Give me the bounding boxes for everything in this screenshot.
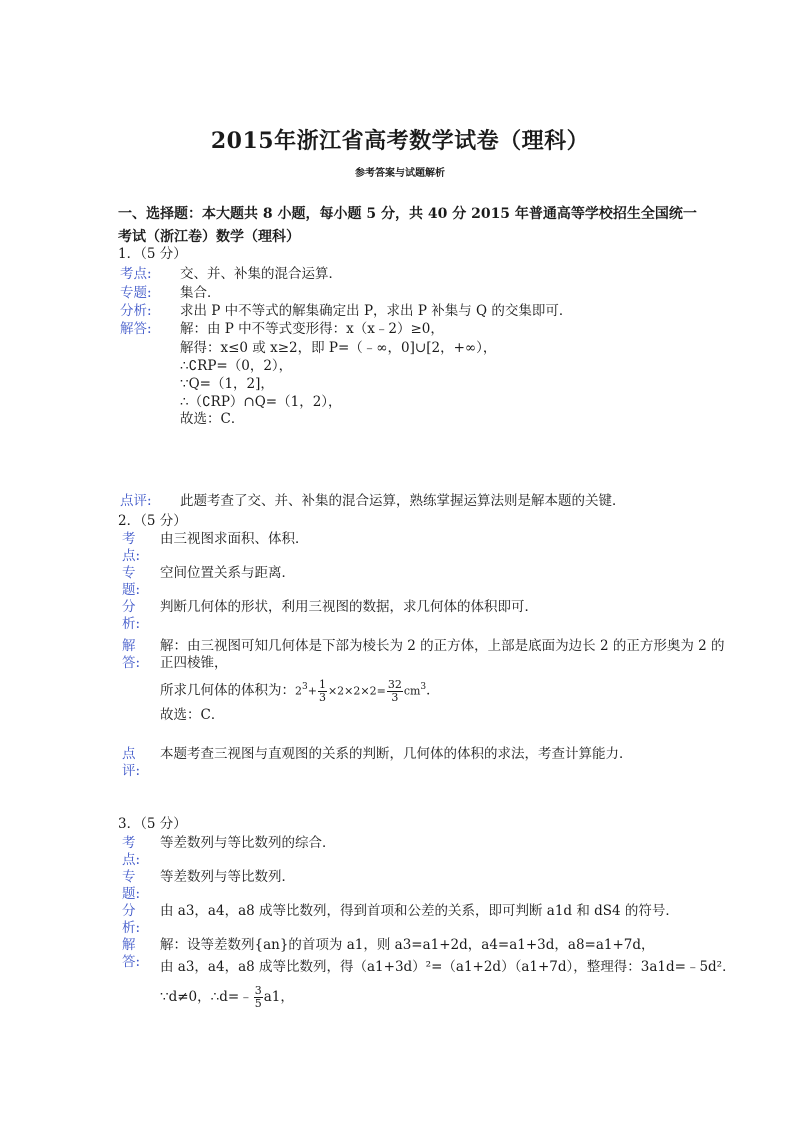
q3-jieda-label-2: 答: — [122, 954, 141, 970]
q2-volume-text: 所求几何体的体积为： — [160, 682, 295, 699]
q3-fenxi-label-1: 分 — [122, 903, 136, 919]
q3-zhuanti: 等差数列与等比数列． — [160, 869, 295, 885]
q1-solution-line: ∴∁RP=（0，2）， — [180, 358, 293, 374]
section-heading: 一、选择题：本大题共 8 小题，每小题 5 分，共 40 分 2015 年普通高等学校招生全国统一考试（浙江卷）数学（理科） — [118, 206, 697, 245]
q3-fenxi: 由 a3，a4，a8 成等比数列，得到首项和公差的关系，即可判断 a1d 和 dS4 的符号． — [160, 903, 679, 919]
q3-frac3-num: 3 — [254, 984, 262, 997]
q2-fenxi-label-2: 析: — [122, 616, 141, 632]
q2-jieda-label-2: 答: — [122, 655, 141, 671]
q1-jieda-label: 解答: — [120, 321, 152, 337]
q1-solution-line: 解：由 P 中不等式变形得：x（x﹣2）≥0， — [180, 321, 444, 337]
q2-dianping-label-2: 评: — [122, 763, 141, 779]
q1-solution-line: 解得：x≤0 或 x≥2，即 P=（﹣∞，0]∪[2，+∞）， — [180, 340, 497, 356]
q2-zhuanti-label-1: 专 — [122, 565, 136, 581]
q2-answer: 故选：C． — [160, 707, 225, 723]
q1-fenxi: 求出 P 中不等式的解集确定出 P，求出 P 补集与 Q 的交集即可． — [180, 303, 573, 319]
q1-dianping-label: 点评: — [120, 493, 152, 509]
q2-solution-line: 解：由三视图可知几何体是下部为棱长为 2 的正方体，上部是底面为边长 2 的正方形奥为 2 的 — [160, 638, 725, 654]
q2-volume-base: 2 — [295, 684, 302, 698]
q1-zhuanti: 集合． — [180, 285, 221, 301]
q3-jieda3-pre: ∵d≠0，∴d=﹣ — [160, 989, 253, 1005]
q1-solution-line: ∵Q=（1，2]， — [180, 376, 274, 392]
q3-frac-3-5 — [254, 985, 263, 1010]
q1-solution-line: 故选：C． — [180, 411, 245, 427]
q2-kaodian-label-2: 点: — [122, 548, 141, 564]
q2-header: 2．（5 分） — [118, 513, 187, 529]
q3-solution-line-frac — [160, 982, 294, 1012]
q2-frac1-den: 3 — [318, 690, 326, 704]
q1-fenxi-label: 分析: — [120, 303, 152, 319]
q2-volume-plus: + — [307, 684, 317, 698]
q2-fenxi: 判断几何体的形状，利用三视图的数据，求几何体的体积即可． — [160, 599, 538, 615]
q1-kaodian-label: 考点: — [120, 266, 152, 282]
q3-jieda-label-1: 解 — [122, 937, 136, 953]
q3-solution-line: 解：设等差数列{an}的首项为 a1，则 a3=a1+2d，a4=a1+3d，a8=a1+7d， — [160, 937, 655, 953]
q3-solution-line: 由 a3，a4，a8 成等比数列，得（a1+3d）²=（a1+2d）（a1+7d），整理得：3a1d=﹣5d²． — [160, 959, 736, 975]
q3-kaodian-label-1: 考 — [122, 835, 136, 851]
q3-frac3-den: 5 — [254, 997, 262, 1010]
q1-dianping: 此题考查了交、并、补集的混合运算，熟练掌握运算法则是解本题的关键． — [180, 493, 626, 509]
q2-volume-mid: ×2×2×2= — [327, 684, 386, 698]
q2-volume-exp: 3 — [302, 682, 308, 692]
page-title: 2015年浙江省高考数学试卷（理科） — [210, 128, 590, 154]
q1-solution-line: ∴（∁RP）∩Q=（1，2）， — [180, 394, 342, 410]
q2-volume-line — [160, 672, 440, 707]
q3-zhuanti-label-2: 题: — [122, 886, 141, 902]
q3-kaodian: 等差数列与等比数列的综合． — [160, 835, 336, 851]
q3-jieda3-post: a1， — [263, 989, 294, 1005]
q2-zhuanti-label-2: 题: — [122, 582, 141, 598]
q2-frac-one-third — [318, 679, 327, 704]
q2-zhuanti: 空间位置关系与距离． — [160, 565, 295, 581]
q2-kaodian-label-1: 考 — [122, 531, 136, 547]
q1-header: 1．（5 分） — [118, 246, 187, 262]
q2-frac2-den: 3 — [391, 690, 399, 704]
q2-frac-32-3 — [387, 679, 403, 704]
q2-frac2-num: 32 — [387, 677, 402, 691]
q2-kaodian: 由三视图求面积、体积． — [160, 531, 309, 547]
q2-frac1-num: 1 — [318, 677, 326, 691]
q3-kaodian-label-2: 点: — [122, 852, 141, 868]
q3-header: 3．（5 分） — [118, 816, 187, 832]
q1-kaodian: 交、并、补集的混合运算． — [180, 266, 342, 282]
q3-fenxi-label-2: 析: — [122, 920, 141, 936]
q1-zhuanti-label: 专题: — [120, 285, 152, 301]
q2-fenxi-label-1: 分 — [122, 599, 136, 615]
q2-unit-exp: 3 — [420, 682, 427, 692]
page-subtitle: 参考答案与试题解析 — [355, 168, 445, 179]
q2-jieda-label-1: 解 — [122, 638, 136, 654]
q2-unit: cm — [403, 684, 421, 698]
q2-unit-end: ． — [426, 682, 440, 699]
q2-dianping-label-1: 点 — [122, 746, 136, 762]
q2-solution-line: 正四棱锥， — [160, 655, 228, 671]
q3-zhuanti-label-1: 专 — [122, 869, 136, 885]
q2-dianping: 本题考查三视图与直观图的关系的判断，几何体的体积的求法，考查计算能力． — [160, 746, 633, 762]
